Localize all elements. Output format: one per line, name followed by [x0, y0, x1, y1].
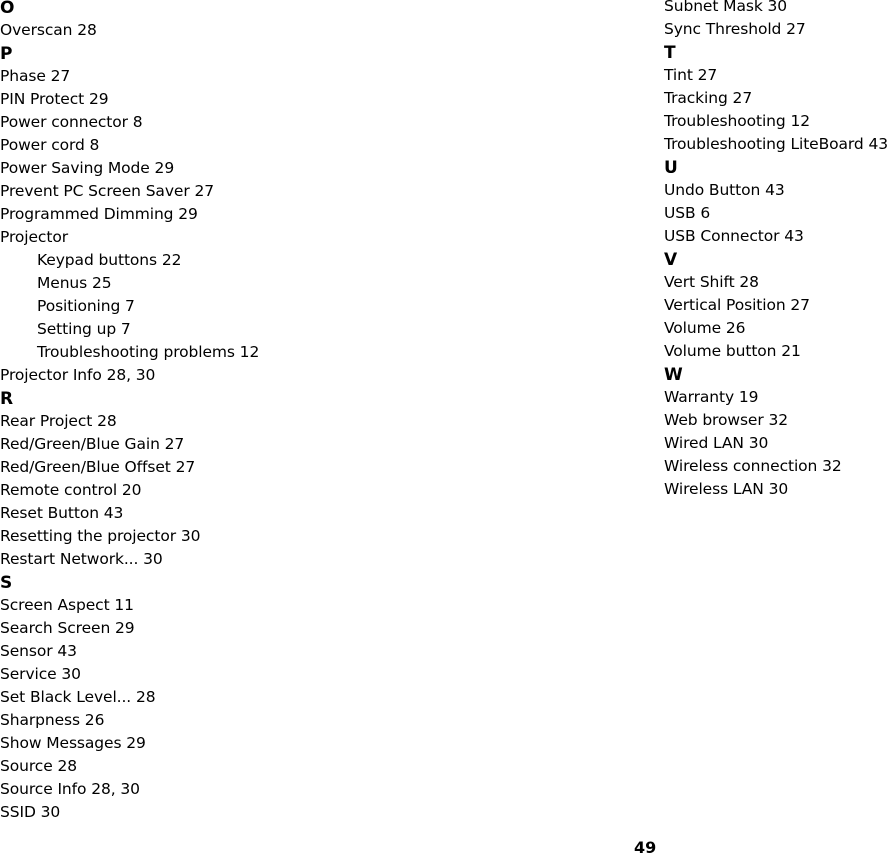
- index-entry: Vert Shift 28: [664, 273, 759, 291]
- index-entry: Vertical Position 27: [664, 296, 810, 314]
- index-entry: Source Info 28, 30: [0, 780, 140, 798]
- index-entry: Subnet Mask 30: [664, 0, 788, 15]
- index-column-right: [664, 0, 888, 501]
- index-entry: Restart Network... 30: [0, 550, 163, 568]
- index-entry: Wireless connection 32: [664, 457, 842, 475]
- index-entry: Power cord 8: [0, 136, 100, 154]
- index-entry: Prevent PC Screen Saver 27: [0, 182, 214, 200]
- index-entry: Overscan 28: [0, 21, 97, 39]
- index-entry: Volume 26: [664, 319, 746, 337]
- index-entry: Red/Green/Blue Gain 27: [0, 435, 185, 453]
- index-entry: Warranty 19: [664, 388, 759, 406]
- index-entry: Resetting the projector 30: [0, 527, 201, 545]
- index-entry: Phase 27: [0, 67, 71, 85]
- index-entry: Wireless LAN 30: [664, 480, 789, 498]
- index-entry: Volume button 21: [664, 342, 801, 360]
- index-subentry: Positioning 7: [37, 297, 135, 315]
- index-entry: Tracking 27: [664, 89, 753, 107]
- index-subentry: Menus 25: [37, 274, 112, 292]
- index-subentry: Keypad buttons 22: [37, 251, 182, 269]
- index-letter-heading: R: [0, 389, 14, 409]
- index-entry: Sensor 43: [0, 642, 77, 660]
- index-entry: Service 30: [0, 665, 81, 683]
- index-column-left: [0, 0, 259, 824]
- index-entry: Search Screen 29: [0, 619, 135, 637]
- index-entry: Remote control 20: [0, 481, 142, 499]
- index-entry: Projector: [0, 228, 68, 246]
- index-entry: Power connector 8: [0, 113, 143, 131]
- index-entry: Source 28: [0, 757, 77, 775]
- index-entry: Projector Info 28, 30: [0, 366, 156, 384]
- index-entry: Troubleshooting 12: [664, 112, 810, 130]
- index-entry: Troubleshooting LiteBoard 43: [664, 135, 889, 153]
- index-letter-heading: S: [0, 573, 13, 593]
- index-entry: Programmed Dimming 29: [0, 205, 198, 223]
- index-entry: SSID 30: [0, 803, 61, 821]
- index-letter-heading: T: [664, 43, 676, 63]
- index-entry: Red/Green/Blue Offset 27: [0, 458, 196, 476]
- index-entry: Set Black Level... 28: [0, 688, 156, 706]
- index-entry: Tint 27: [664, 66, 718, 84]
- index-entry: Web browser 32: [664, 411, 788, 429]
- index-letter-heading: O: [0, 0, 15, 18]
- index-entry: USB 6: [664, 204, 711, 222]
- index-entry: Sharpness 26: [0, 711, 105, 729]
- index-entry: USB Connector 43: [664, 227, 804, 245]
- index-entry: Power Saving Mode 29: [0, 159, 175, 177]
- index-entry: Reset Button 43: [0, 504, 124, 522]
- index-entry: Wired LAN 30: [664, 434, 769, 452]
- page-number: 49: [634, 838, 657, 857]
- index-subentry: Troubleshooting problems 12: [37, 343, 260, 361]
- index-entry: Sync Threshold 27: [664, 20, 806, 38]
- index-entry: Undo Button 43: [664, 181, 785, 199]
- index-letter-heading: W: [664, 365, 683, 385]
- index-entry: Screen Aspect 11: [0, 596, 134, 614]
- index-letter-heading: P: [0, 44, 13, 64]
- index-entry: PIN Protect 29: [0, 90, 109, 108]
- index-entry: Show Messages 29: [0, 734, 146, 752]
- index-subentry: Setting up 7: [37, 320, 131, 338]
- index-entry: Rear Project 28: [0, 412, 117, 430]
- index-letter-heading: V: [664, 250, 678, 270]
- index-letter-heading: U: [664, 158, 678, 178]
